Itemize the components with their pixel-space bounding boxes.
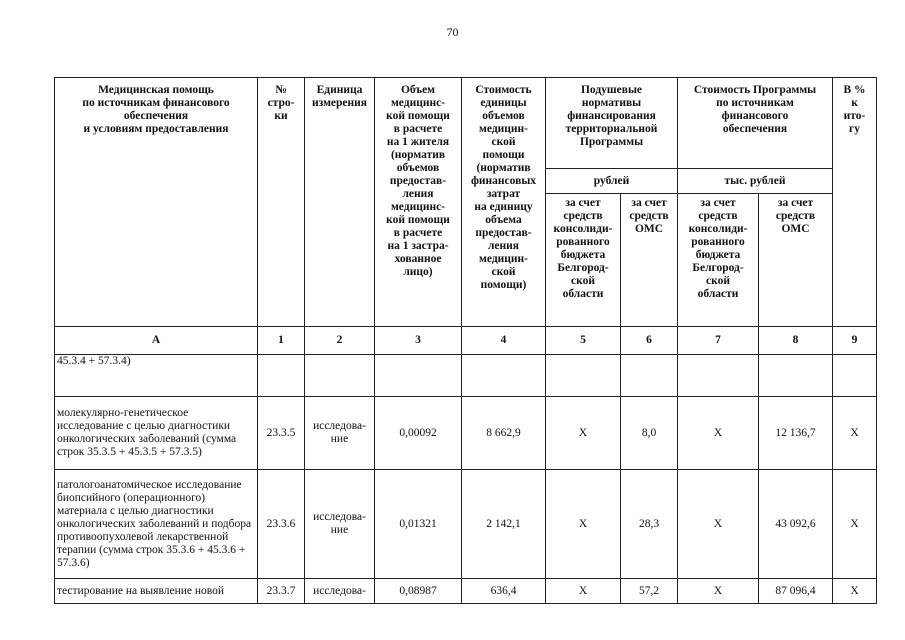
row-pc-oms: 8,0: [621, 397, 678, 470]
header-total-oms: за счет средств ОМС: [759, 194, 833, 327]
row-percent: Х: [833, 397, 877, 470]
table-row: [55, 470, 877, 579]
row-name: молекулярно-генетическое исследование с целью диагностики онкологических заболеваний (сумма строк 35.3.5 + 45.3.5 + 57.3.5): [55, 397, 258, 470]
row-pc-budget: Х: [546, 470, 621, 579]
row-pc-oms: [621, 355, 678, 397]
row-total-budget: Х: [678, 470, 759, 579]
header-unit-thousand-rub: тыс. рублей: [678, 169, 833, 194]
header-per-capita: Подушевые нормативы финансирования территориальной Программы: [546, 78, 678, 169]
row-total-oms: 12 136,7: [759, 397, 833, 470]
row-unit-cost: [462, 355, 546, 397]
row-volume: [375, 355, 462, 397]
index-2: 2: [305, 327, 375, 355]
row-unit: исследова-ние: [305, 470, 375, 579]
row-pc-oms: 28,3: [621, 470, 678, 579]
row-unit: исследова-ние: [305, 397, 375, 470]
table-row: [55, 355, 877, 397]
row-volume: 0,00092: [375, 397, 462, 470]
index-1: 1: [258, 327, 305, 355]
row-pc-oms: 57,2: [621, 579, 678, 604]
header-col-4: Стоимость единицы объемов медицин- ской помощи (норматив финансовых затрат на единицу объема предостав- ления медицин- ской помощи): [462, 78, 546, 327]
index-3: 3: [375, 327, 462, 355]
row-number: 23.3.7: [258, 579, 305, 604]
table-row: [55, 579, 877, 604]
header-col-2: Единица измерения: [305, 78, 375, 327]
row-percent: Х: [833, 579, 877, 604]
index-7: 7: [678, 327, 759, 355]
row-unit-cost: 2 142,1: [462, 470, 546, 579]
row-unit: [305, 355, 375, 397]
financing-table: [54, 77, 877, 604]
row-total-budget: Х: [678, 397, 759, 470]
row-total-budget: Х: [678, 579, 759, 604]
index-5: 5: [546, 327, 621, 355]
table-row: [55, 397, 877, 470]
header-pc-oms: за счет средств ОМС: [621, 194, 678, 327]
row-number: [258, 355, 305, 397]
row-name: 45.3.4 + 57.3.4): [55, 355, 258, 397]
header-col-a: Медицинская помощь по источникам финансового обеспечения и условиям предоставления: [55, 78, 258, 327]
row-percent: Х: [833, 470, 877, 579]
header-pc-budget: за счет средств консолиди- рованного бюджета Белгород- ской области: [546, 194, 621, 327]
header-col-1: № стро- ки: [258, 78, 305, 327]
row-pc-budget: Х: [546, 397, 621, 470]
header-col-9: В % к ито- гу: [833, 78, 877, 327]
row-number: 23.3.5: [258, 397, 305, 470]
header-total-budget: за счет средств консолиди- рованного бюджета Белгород- ской области: [678, 194, 759, 327]
row-name: патологоанатомическое исследование биопсийного (операционного) материала с целью диагностики онкологических заболеваний и подбора противоопухолевой лекарственной терапии (сумма строк 35.3.6 + 45.3.6 + 57.3.6): [55, 470, 258, 579]
header-unit-rub: рублей: [546, 169, 678, 194]
row-total-oms: 43 092,6: [759, 470, 833, 579]
row-percent: [833, 355, 877, 397]
index-6: 6: [621, 327, 678, 355]
header-program-cost: Стоимость Программы по источникам финансового обеспечения: [678, 78, 833, 169]
row-unit-cost: 8 662,9: [462, 397, 546, 470]
index-8: 8: [759, 327, 833, 355]
index-a: А: [55, 327, 258, 355]
row-name: тестирование на выявление новой: [55, 579, 258, 604]
row-total-budget: [678, 355, 759, 397]
row-volume: 0,01321: [375, 470, 462, 579]
row-number: 23.3.6: [258, 470, 305, 579]
page-number: 70: [446, 25, 459, 39]
row-unit-cost: 636,4: [462, 579, 546, 604]
row-total-oms: [759, 355, 833, 397]
row-unit: исследова-: [305, 579, 375, 604]
index-4: 4: [462, 327, 546, 355]
index-9: 9: [833, 327, 877, 355]
row-pc-budget: Х: [546, 579, 621, 604]
row-volume: 0,08987: [375, 579, 462, 604]
header-col-3: Объем медицинс- кой помощи в расчете на 1 жителя (норматив объемов предостав- ления медицинс- кой помощи в расчете на 1 застра- хованное лицо): [375, 78, 462, 327]
row-pc-budget: [546, 355, 621, 397]
row-total-oms: 87 096,4: [759, 579, 833, 604]
